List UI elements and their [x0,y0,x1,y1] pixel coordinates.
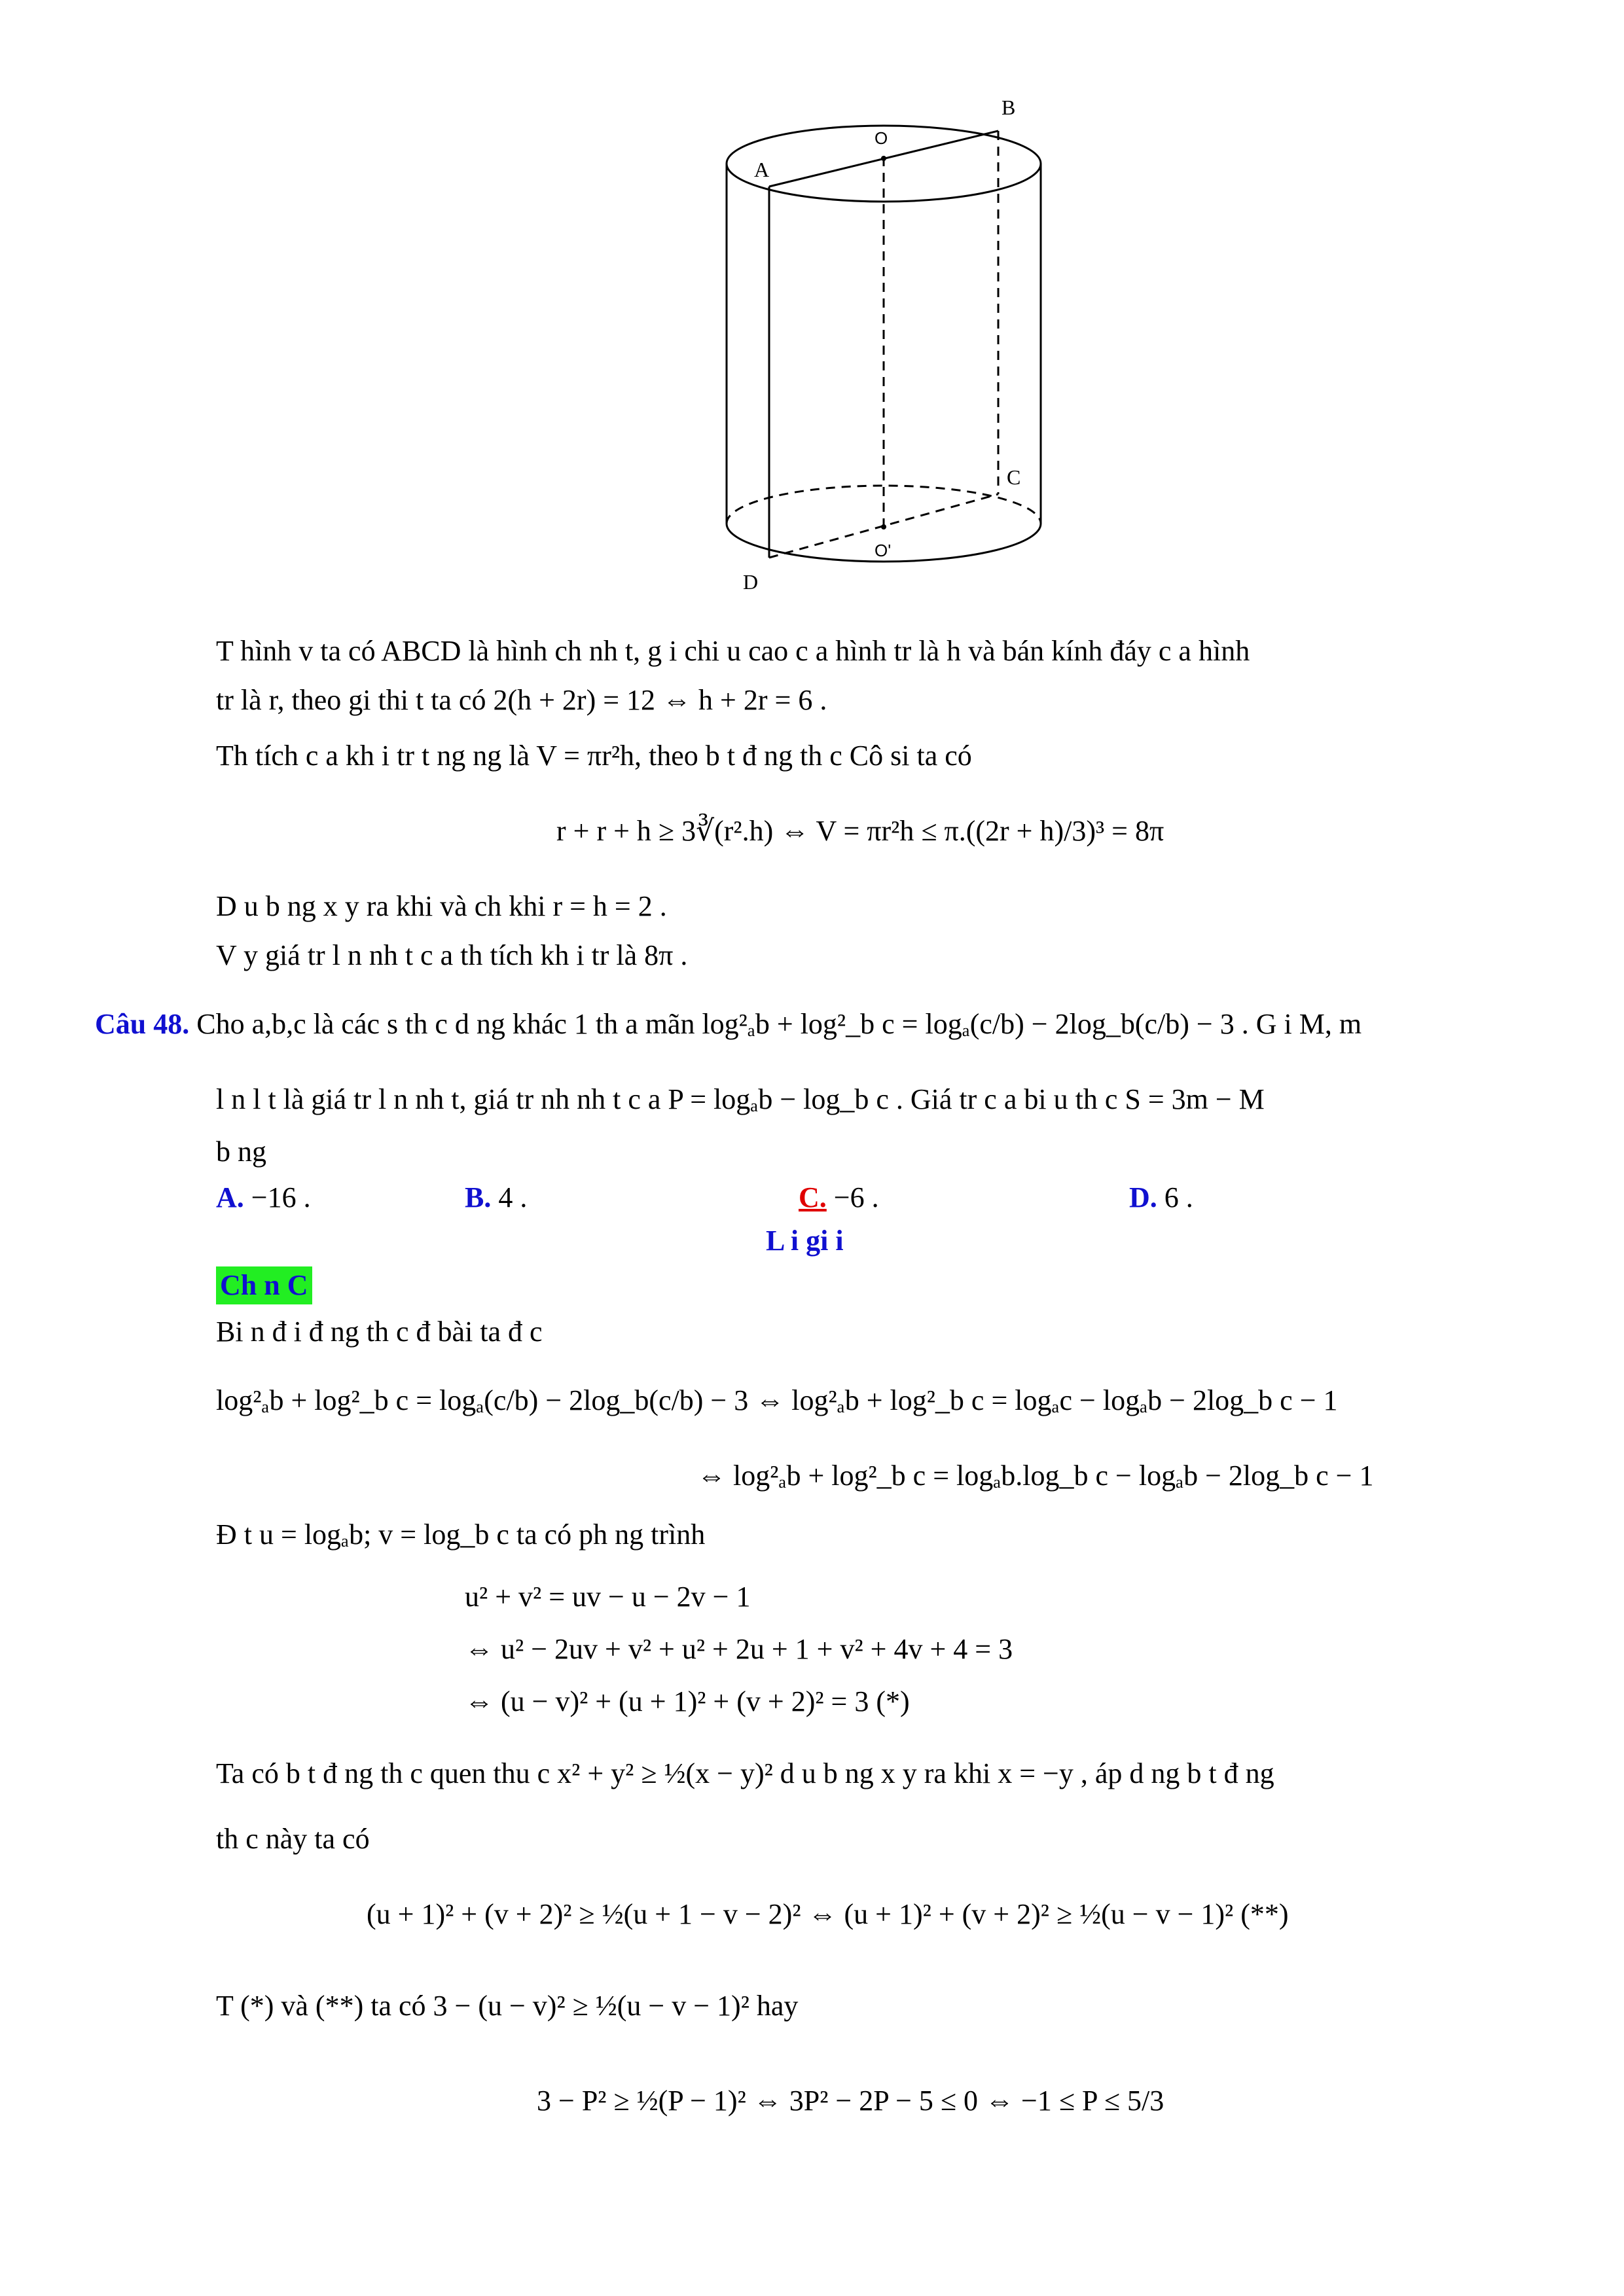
solution-line-4: th c này ta có [216,1823,370,1855]
option-d-label: D. [1129,1181,1157,1213]
option-a [216,1178,311,1217]
equation-1: r + r + h ≥ 3∛(r².h) ⇔ V = πr²h ≤ π.((2r + h)/3)³ = 8π [556,815,1164,847]
option-d-value: 6 . [1164,1181,1193,1213]
cylinder-figure [694,85,1074,596]
label-o: O [875,128,888,148]
solution-line-1: Bi n đ i đ ng th c đ bài ta đ c [216,1316,543,1348]
label-d: D [743,570,759,594]
label-c: C [1007,465,1021,489]
point-o-prime [881,524,886,529]
label-a: A [754,158,770,181]
equation-2: log²ₐb + log²_b c = logₐ(c/b) − 2log_b(c/b) − 3 ⇔ log²ₐb + log²_b c = logₐc − logₐb − 2log_b c − 1 [216,1384,1338,1416]
text-line-5: V y giá tr l n nh t c a th tích kh i tr là 8π . [216,939,688,971]
equation-8: 3 − P² ≥ ½(P − 1)² ⇔ 3P² − 2P − 5 ≤ 0 ⇔ −1 ≤ P ≤ 5/3 [537,2085,1164,2117]
label-o-prime: O' [875,541,892,560]
option-a-label: A. [216,1181,244,1213]
equation-6: ⇔ (u − v)² + (u + 1)² + (v + 2)² = 3 (*) [465,1685,910,1717]
solution-line-5: T (*) và (**) ta có 3 − (u − v)² ≥ ½(u − v − 1)² hay [216,1990,799,2022]
equation-7: (u + 1)² + (v + 2)² ≥ ½(u + 1 − v − 2)² ⇔ (u + 1)² + (v + 2)² ≥ ½(u − v − 1)² (**) [367,1898,1289,1930]
option-c-value: −6 . [833,1181,879,1213]
option-a-value: −16 . [251,1181,311,1213]
solution-line-3: Ta có b t đ ng th c quen thu c x² + y² ≥ ½(x − y)² d u b ng x y ra khi x = −y , áp d ng b t đ ng [216,1757,1274,1789]
option-d [1129,1178,1193,1217]
solution-heading: L i gi i [766,1225,844,1257]
option-b-value: 4 . [498,1181,528,1213]
label-b: B [1001,96,1016,119]
question-text-3: b ng [216,1136,266,1168]
question-48 [95,1005,1362,1044]
question-text-2: l n l t là giá tr l n nh t, giá tr nh nh t c a P = logₐb − log_b c . Giá tr c a bi u th c S = 3m − M [216,1083,1265,1115]
text-line-3: Th tích c a kh i tr t ng ng là V = πr²h, theo b t đ ng th c Cô si ta có [216,740,972,772]
option-b [465,1178,527,1217]
option-b-label: B. [465,1181,492,1213]
option-c-label: C. [799,1181,827,1213]
point-o [881,156,886,161]
option-c [799,1178,879,1217]
solution-line-2: Đ t u = logₐb; v = log_b c ta có ph ng trình [216,1518,706,1551]
answer-badge: Ch n C [216,1266,312,1304]
equation-4: u² + v² = uv − u − 2v − 1 [465,1581,751,1613]
equation-5: ⇔ u² − 2uv + v² + u² + 2u + 1 + v² + 4v + 4 = 3 [465,1633,1013,1665]
text-line-4: D u b ng x y ra khi và ch khi r = h = 2 . [216,890,667,922]
equation-3: ⇔ log²ₐb + log²_b c = logₐb.log_b c − logₐb − 2log_b c − 1 [697,1460,1374,1492]
question-label: Câu 48. [95,1008,190,1040]
text-line-1: T hình v ta có ABCD là hình ch nh t, g i chi u cao c a hình tr là h và bán kính đáy c a hình [216,635,1250,667]
text-line-2: tr là r, theo gi thi t ta có 2(h + 2r) = 12 ⇔ h + 2r = 6 . [216,684,827,716]
question-text-1: Cho a,b,c là các s th c d ng khác 1 th a mãn log²ₐb + log²_b c = logₐ(c/b) − 2log_b(c/b) − 3 . G i M, m [196,1008,1362,1040]
